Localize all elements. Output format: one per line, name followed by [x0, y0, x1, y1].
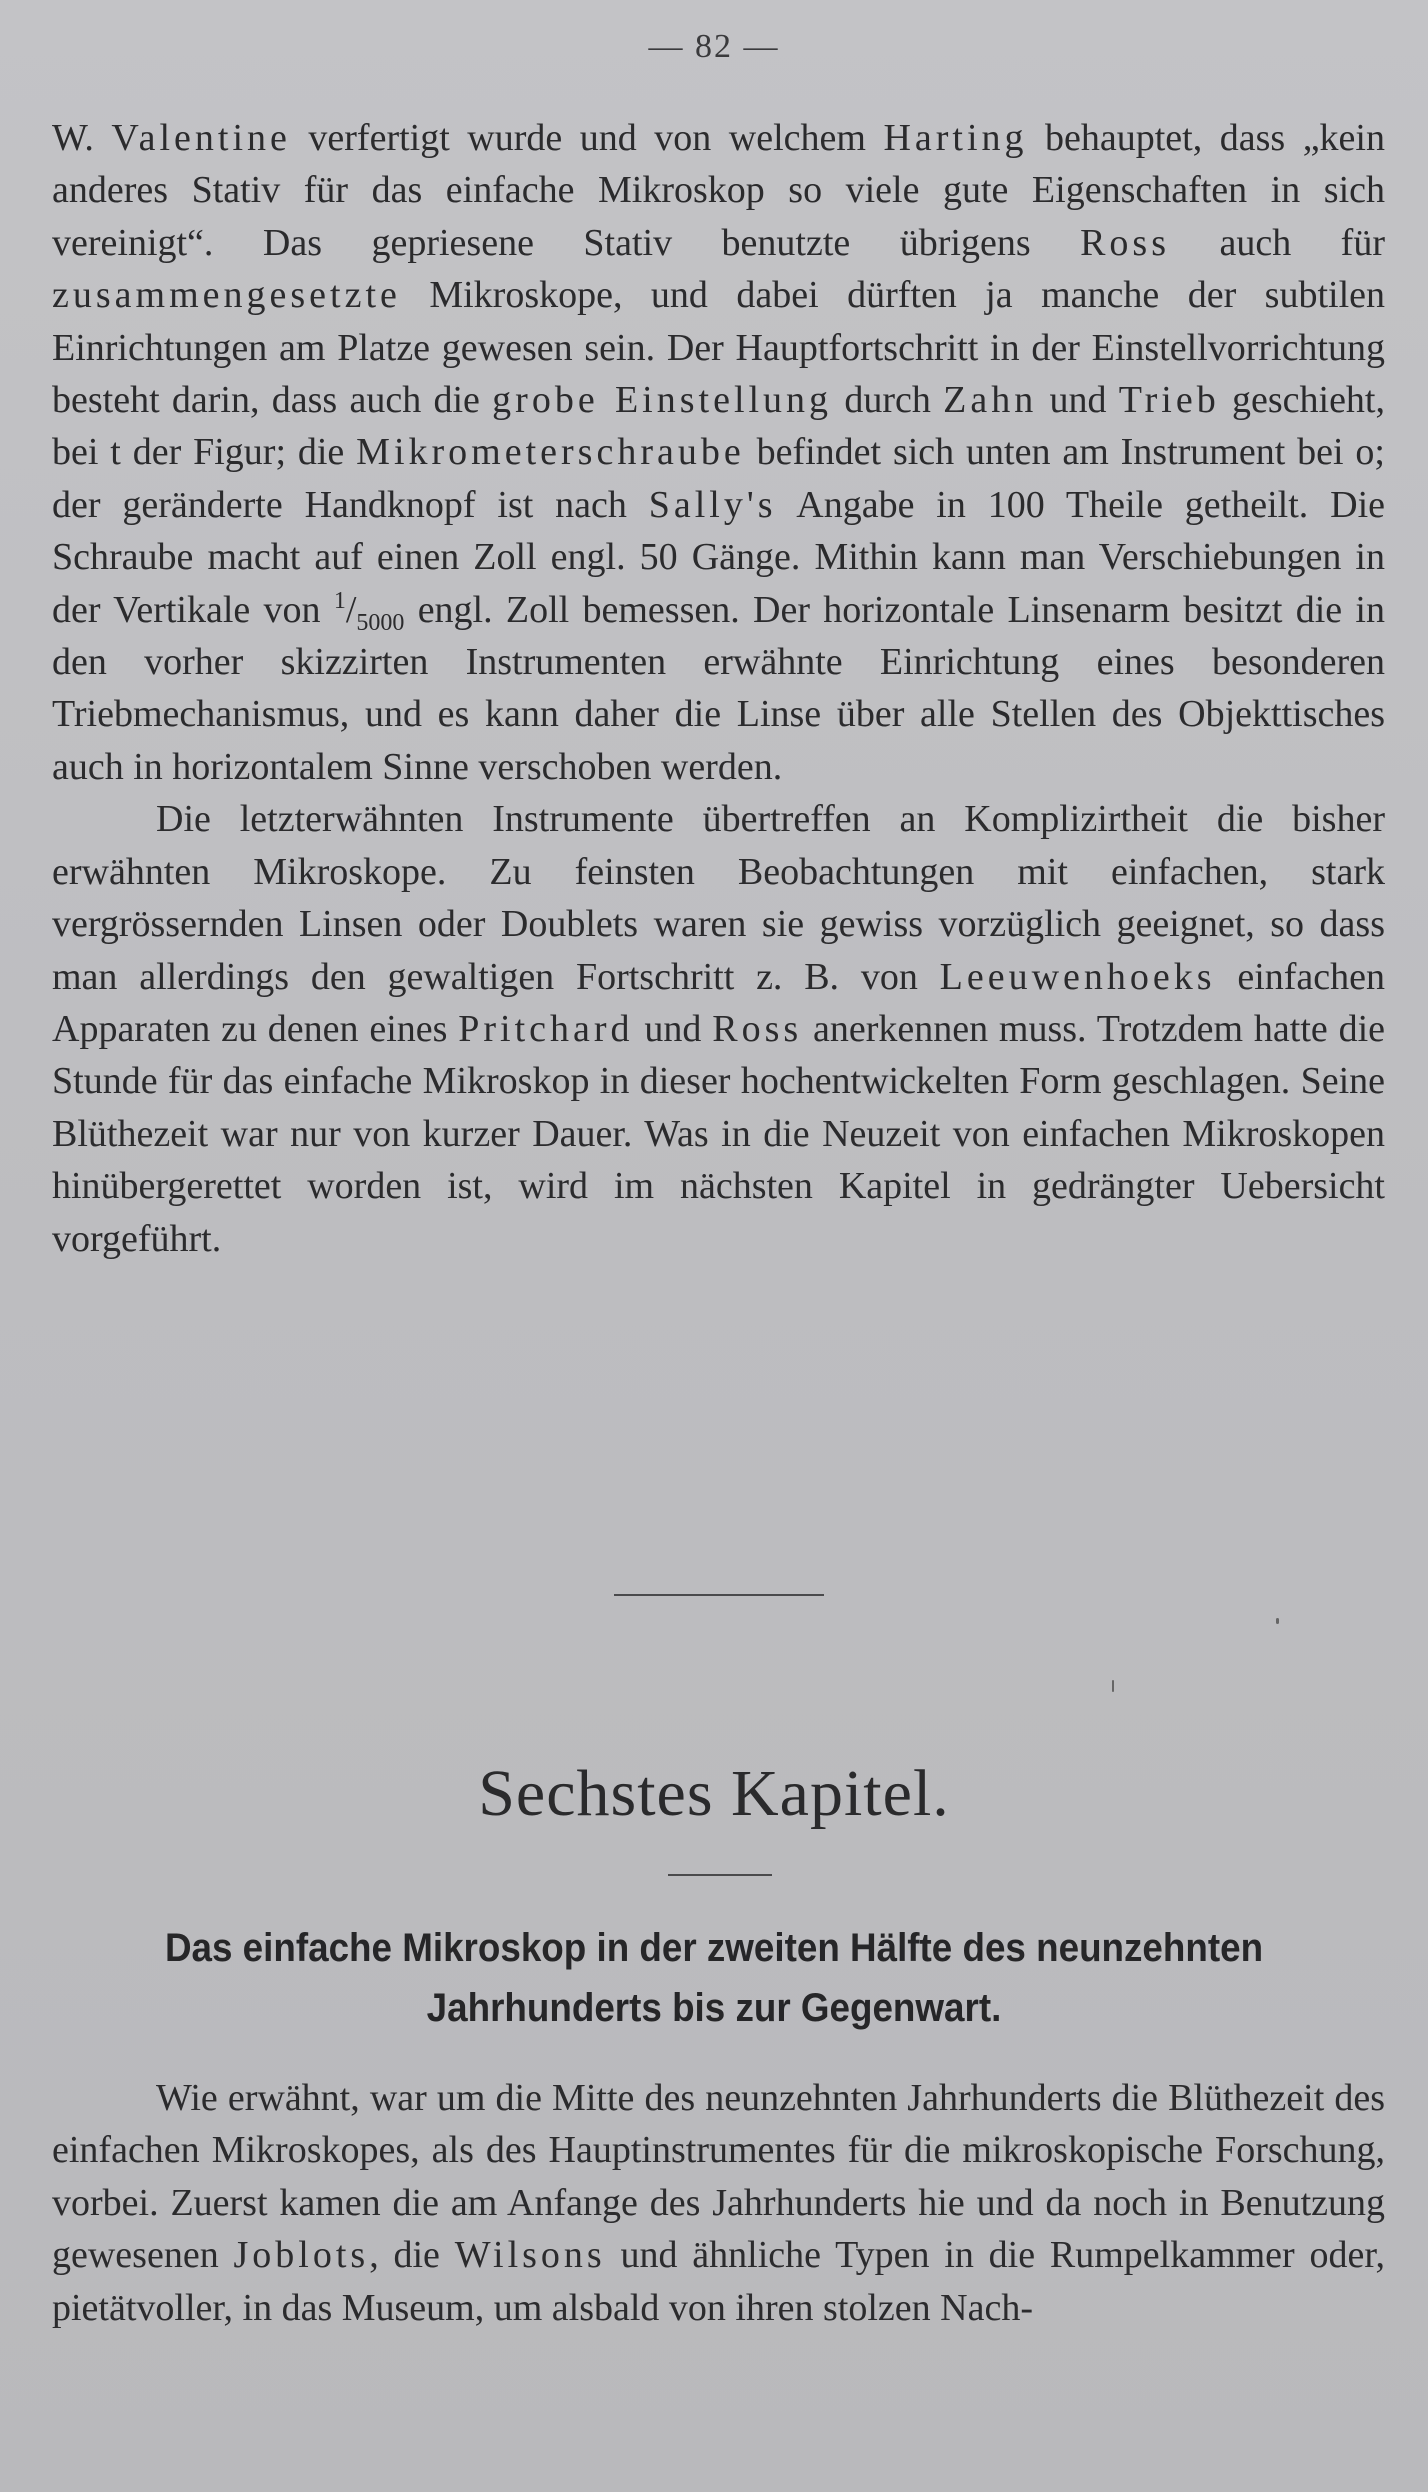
text-run: durch: [832, 379, 944, 422]
text-run: verfertigt wurde und von welchem: [290, 117, 884, 159]
text-run: anerkennen muss. Trotzdem hatte die Stunde für das einfache Mikroskop in dieser hochentwickelten Form geschlagen. Seine Blüthezeit war nur von kurzer Dauer. Was in die Neuzeit von einfachen Mikroskopen hinübergerettet worden ist, wird im nächsten Kapitel in gedrängter Uebersicht vorgeführt.: [52, 1007, 1386, 1260]
text-run: und ähnliche Typen in die Rumpelkammer oder, pietätvoller, in das Museum, um alsbald von ihren stolzen Nach-: [52, 2234, 1385, 2329]
emphasized-name: zusammengesetzte: [52, 274, 401, 317]
paragraph-1: [52, 112, 1385, 793]
paragraph-3: [52, 2072, 1385, 2334]
emphasized-name: grobe Einstellung: [492, 379, 833, 422]
text-run: W.: [52, 117, 112, 159]
page-number: — 82 —: [648, 28, 780, 65]
emphasized-name: Joblots: [233, 2234, 370, 2277]
emphasized-name: Mikrometerschraube: [356, 431, 745, 474]
chapter-title-underline: [668, 1874, 772, 1876]
text-run: auch für: [1170, 221, 1385, 264]
fraction-numerator: 1: [333, 587, 346, 614]
text-run: befindet sich unten am Instrument bei o; der geränderte Handknopf ist nach: [52, 431, 1385, 526]
text-run: Wie erwähnt, war um die Mitte des neunzehnten Jahrhunderts die Blüthezeit des einfachen Mikroskopes, als des Hauptinstrumentes für die mikroskopische Forschung, vorbei. Zuerst kamen die am Anfange des Jahrhunderts hie und da noch in Benutzung gewesenen: [52, 2077, 1385, 2277]
emphasized-name: Valentine: [111, 117, 291, 159]
chapter-subtitle-line-2: Jahrhunderts bis zur Gegenwart.: [426, 1986, 1002, 2030]
text-run: geschieht, bei t der Figur; die: [52, 379, 1385, 474]
paragraph-2: [52, 793, 1385, 1265]
text-run: /: [345, 588, 357, 631]
text-run: Mikroskope, und dabei dürften ja manche der subtilen Einrichtungen am Platze gewesen sein. Der Hauptfortschritt in der Einstellvorrichtung besteht darin, dass auch die: [52, 274, 1385, 422]
text-run: behauptet, dass „kein anderes Stativ für das einfache Mikroskop so viele gute Eigenschaften in sich vereinigt“. Das gepriesene Stativ benutzte übrigens: [52, 117, 1385, 264]
chapter-subtitle: [94, 1918, 1334, 2038]
emphasized-name: Harting: [883, 117, 1028, 159]
text-run: Die letzterwähnten Instrumente übertreffen an Komplizirtheit die bisher erwähnten Mikroskope. Zu feinsten Beobachtungen mit einfachen, stark vergrössernden Linsen oder Doublets waren sie gewiss vorzüglich geeignet, so dass man allerdings den gewaltigen Fortschritt z. B. von: [52, 798, 1385, 998]
emphasized-name: Leeuwenhoeks: [939, 955, 1216, 998]
emphasized-name: Trieb: [1118, 379, 1220, 422]
emphasized-name: Ross: [1080, 221, 1170, 264]
text-run: Angabe in 100 Theile getheilt. Die Schraube macht auf einen Zoll engl. 50 Gänge. Mithin kann man Verschiebungen in der Vertikale von: [52, 483, 1385, 631]
text-run: einfachen Apparaten zu denen eines: [52, 955, 1386, 1050]
paper-speck: [1112, 1680, 1114, 1692]
chapter-subtitle-line-1: Das einfache Mikroskop in der zweiten Hälfte des neunzehnten: [164, 1926, 1264, 1970]
emphasized-name: Sally's: [648, 483, 777, 526]
chapter-title: Sechstes Kapitel.: [478, 1757, 950, 1830]
text-run: , die: [369, 2234, 455, 2277]
text-block-top: [52, 112, 1385, 1265]
section-divider: [614, 1594, 824, 1596]
emphasized-name: Ross: [712, 1007, 803, 1050]
emphasized-name: Pritchard: [458, 1007, 634, 1050]
text-run: und: [633, 1007, 713, 1050]
text-run: und: [1037, 379, 1119, 422]
text-block-bottom: [52, 2072, 1385, 2334]
paper-speck: [1276, 1618, 1279, 1624]
emphasized-name: Wilsons: [454, 2234, 606, 2277]
fraction-denominator: 5000: [356, 609, 405, 636]
emphasized-name: Zahn: [943, 379, 1038, 422]
text-run: engl. Zoll bemessen. Der horizontale Linsenarm besitzt die in den vorher skizzirten Instrumenten erwähnte Einrichtung eines besonderen Triebmechanismus, und es kann daher die Linse über alle Stellen des Objekttisches auch in horizontalem Sinne verschoben werden.: [52, 588, 1385, 788]
